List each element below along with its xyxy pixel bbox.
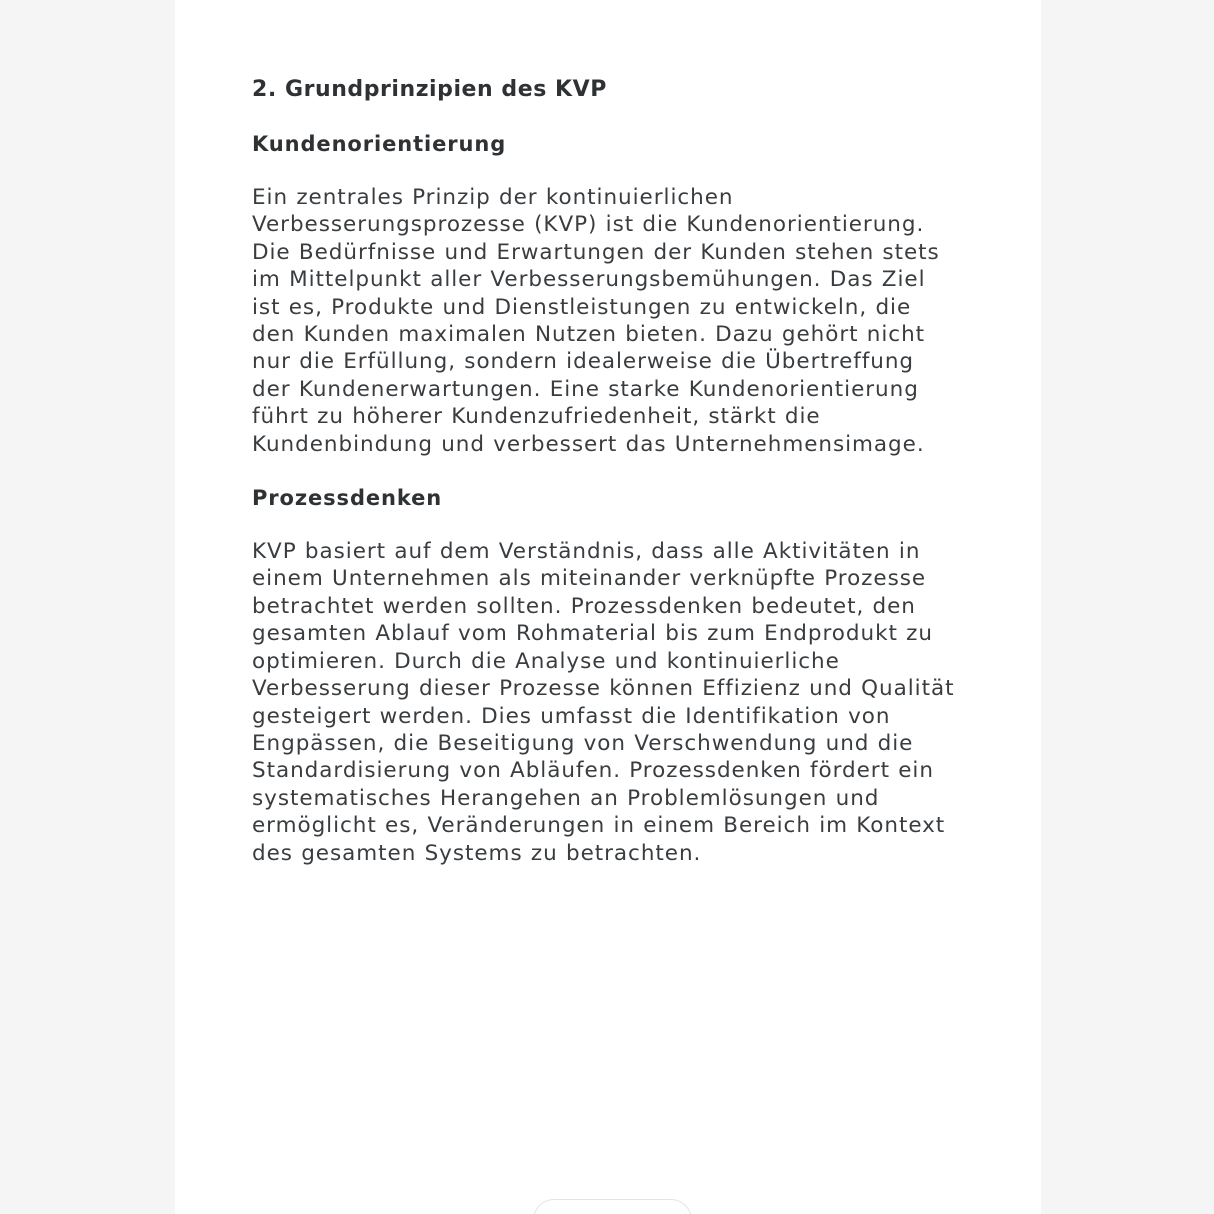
paragraph-kundenorientierung: Ein zentrales Prinzip der kontinuierlichen Verbesserungsprozesse (KVP) ist die Kundenorientierung. Die Bedürfnisse und Erwartungen der Kunden stehen stets im Mittelpunkt aller Verbesserungsbemühungen. Das Ziel ist es, Produkte und Dienstleistungen zu entwickeln, die den Kunden maximalen Nutzen bieten. Dazu gehört nicht nur die Erfüllung, sondern idealerweise die Übertreffung der Kundenerwartungen. Eine starke Kundenorientierung führt zu höherer Kundenzufriedenheit, stärkt die Kundenbindung und verbessert das Unternehmensimage. — [252, 185, 940, 457]
paragraph-prozessdenken: KVP basiert auf dem Verständnis, dass alle Aktivitäten in einem Unternehmen als miteinander verknüpfte Prozesse betrachtet werden sollten. Prozessdenken bedeutet, den gesamten Ablauf vom Rohmaterial bis zum Endprodukt zu optimieren. Durch die Analyse und kontinuierliche Verbesserung dieser Prozesse können Effizienz und Qualität gesteigert werden. Dies umfasst die Identifikation von Engpässen, die Beseitigung von Verschwendung und die Standardisierung von Abläufen. Prozessdenken fördert ein systematisches Herangehen an Problemlösungen und ermöglicht es, Veränderungen in einem Bereich im Kontext des gesamten Systems zu betrachten. — [252, 539, 955, 866]
page-title: 2. Grundprinzipien des KVP — [252, 77, 607, 102]
subheading-prozessdenken: Prozessdenken — [252, 486, 443, 511]
document-content — [252, 0, 959, 867]
bottom-sheet-handle[interactable] — [533, 1199, 692, 1214]
subheading-kundenorientierung: Kundenorientierung — [252, 132, 507, 156]
document-card — [175, 0, 1041, 1214]
